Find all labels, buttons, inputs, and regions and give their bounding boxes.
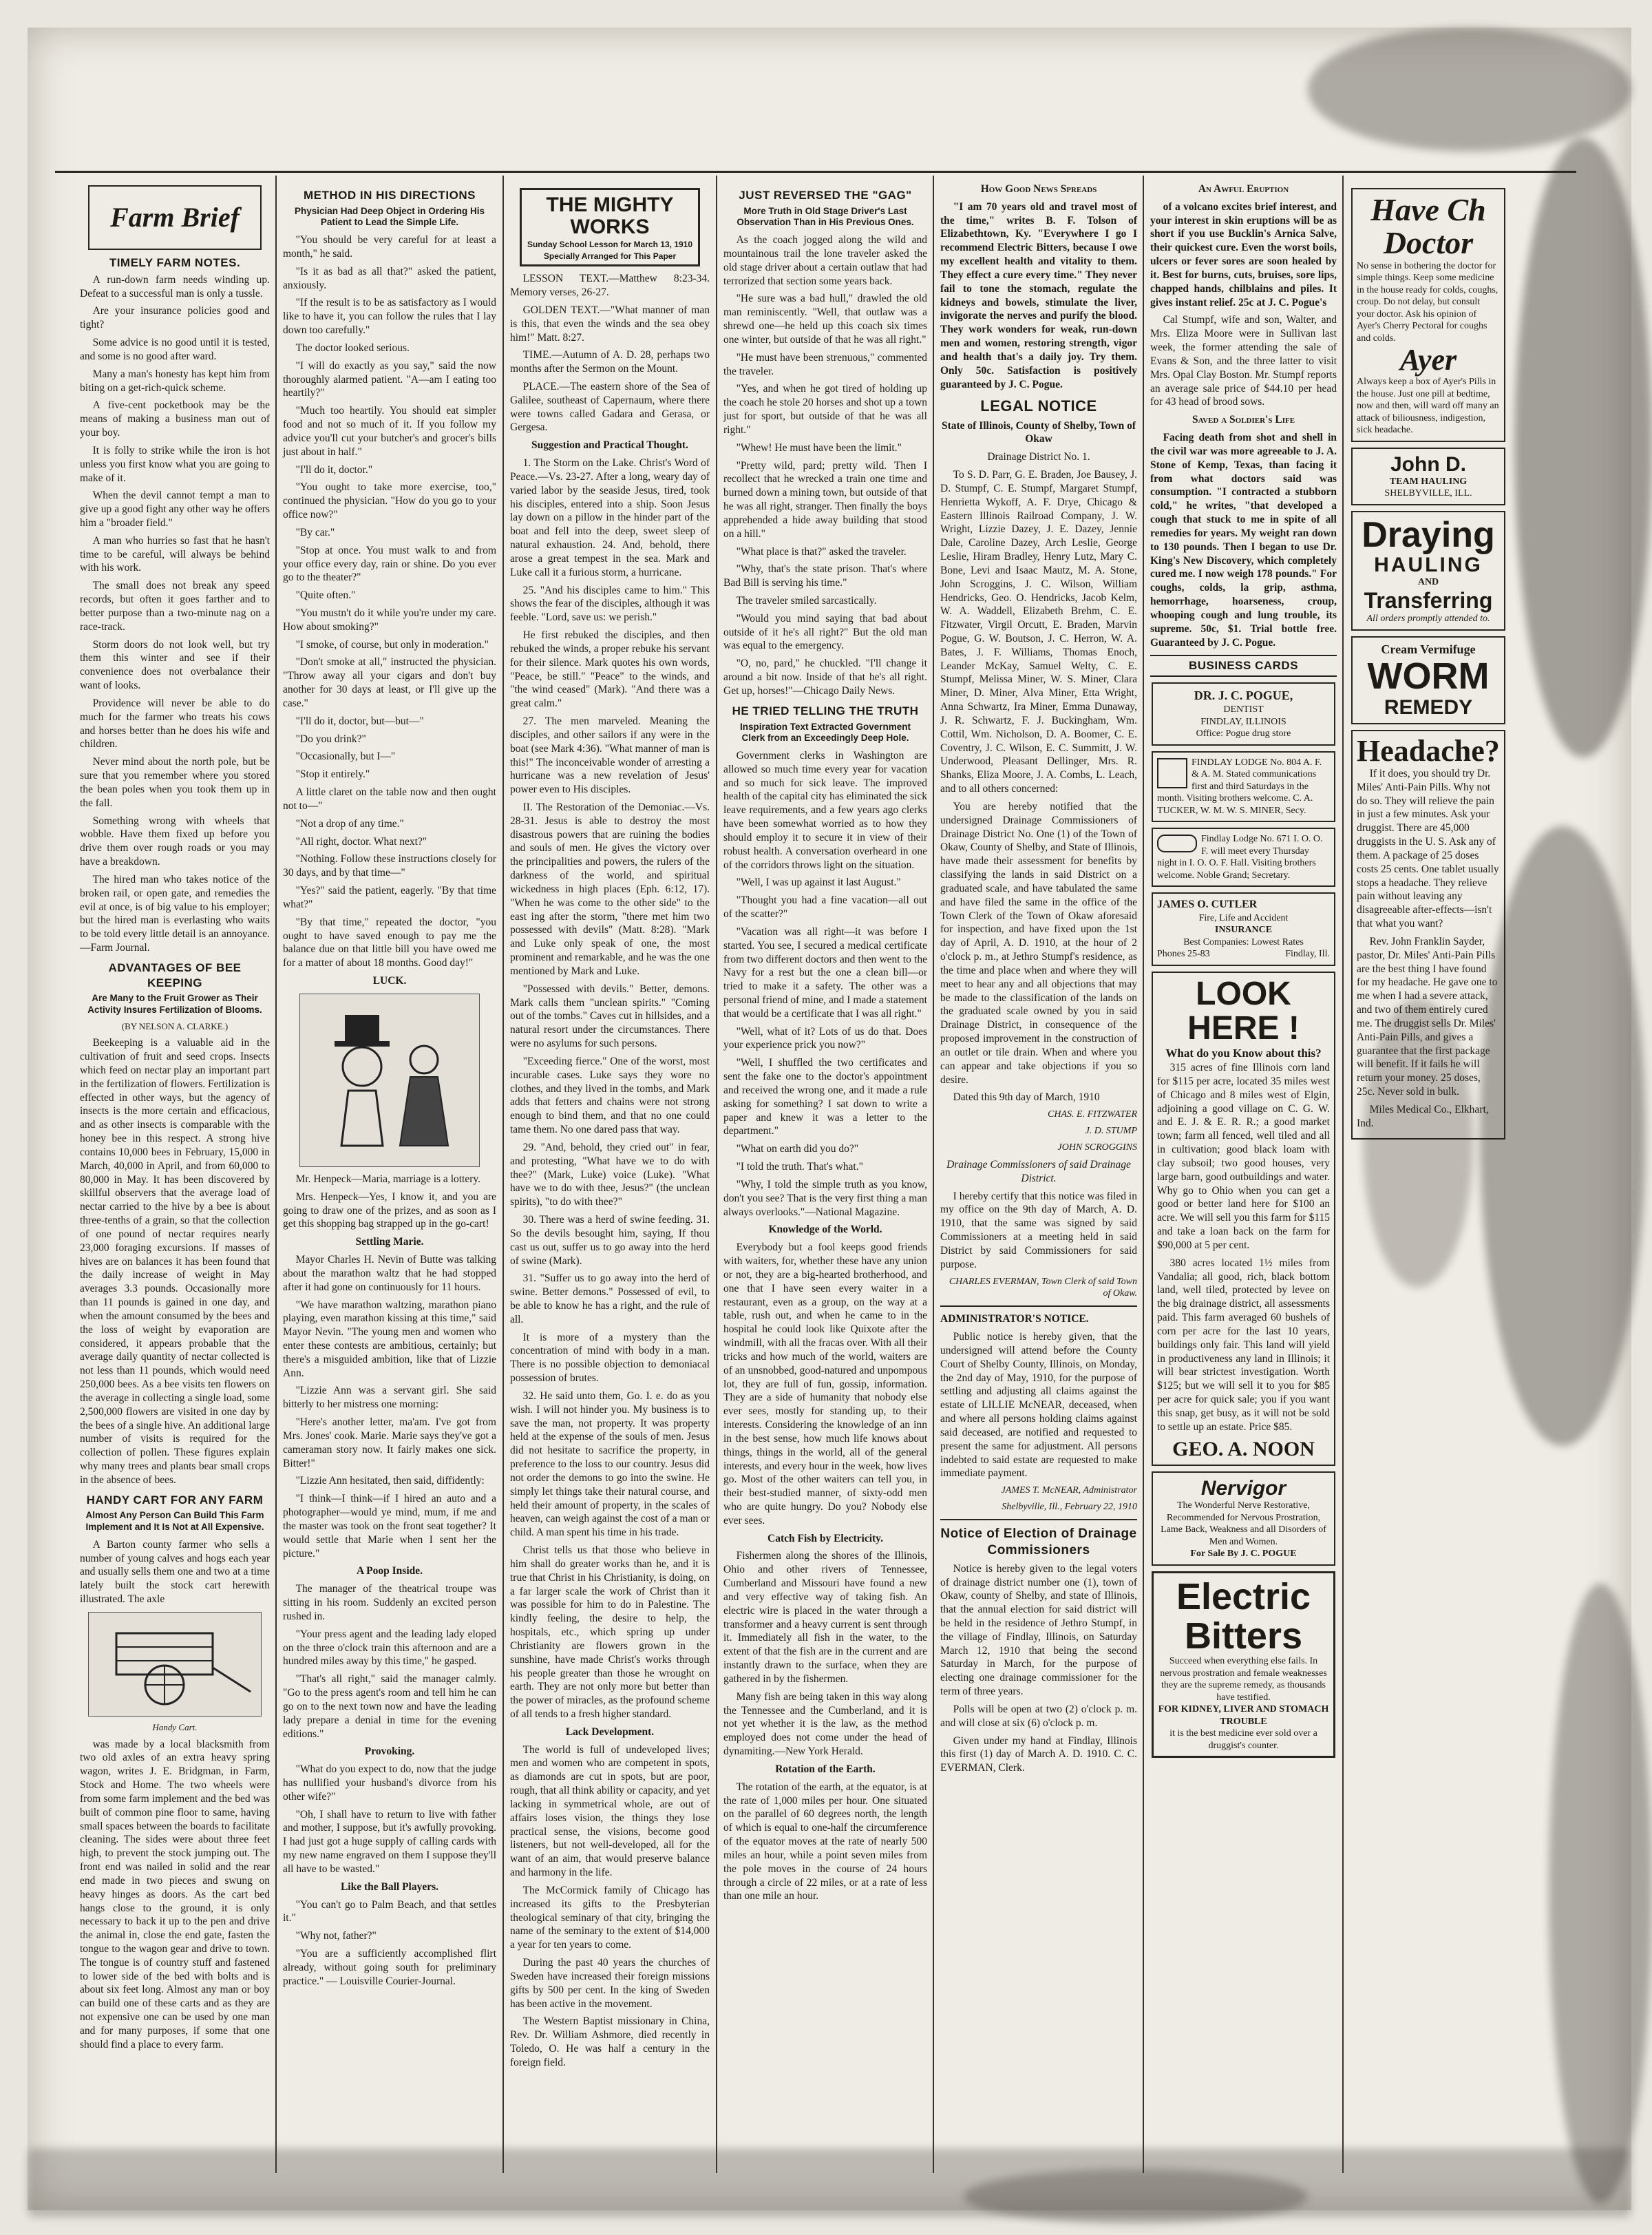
paragraph: A five-cent pocketbook may be the means of making a business man out of your boy. xyxy=(80,399,270,439)
soldier-heading: Saved a Soldier's Life xyxy=(1192,414,1295,426)
paragraph: The small does not break any speed records, but often it goes farther and to better purpose than a two-minute nag on a race-track. xyxy=(80,580,270,633)
paragraph: "Possessed with devils." Better, demons. Mark calls them "unclean spirits." "Coming out of the tombs." Caves cut in hillsides, and a natural resort under the circumstances. There were no asylums for such persons. xyxy=(510,983,710,1050)
column-gag xyxy=(719,182,931,2170)
column-rule xyxy=(1143,176,1144,2173)
electric-bitters-ad xyxy=(1152,1571,1335,1758)
paragraph: Are your insurance policies good and tight? xyxy=(80,305,270,331)
rotation-heading: Rotation of the Earth. xyxy=(775,1763,876,1775)
and-word: AND xyxy=(1417,577,1439,588)
soldier-body: Facing death from shot and shell in the civil war was more agreeable to J. A. Stone of Kemp, Texas, than facing it from what doctors said was consumption. "I contracted a stubborn cold," he writes, "that developed a cough that stuck to me in spite of all remedies for years. My weight ran down to 130 pounds. Then I began to use Dr. King's New Discovery, which completely cured me. I now weigh 178 pounds." For coughs, colds, la grip, asthma, hemorrhage, hoarseness, croup, whooping cough and lung trouble, its supreme. 50c, $1. Trial bottle free. Guaranteed by J. C. Pogue. xyxy=(1150,432,1337,649)
doctor-text: No sense in bothering the doctor for simple things. Keep some medicine in the house ready for colds, coughs, croup. Do not delay, but consult your doctor. Ask his opinion of Ayer's Cherry Pectoral for coughs and colds. xyxy=(1357,260,1499,344)
settling-heading: Settling Marie. xyxy=(355,1236,424,1248)
column-ads xyxy=(1146,182,1341,2170)
paragraph: "You can't go to Palm Beach, and that settles it." xyxy=(283,1898,496,1924)
orders-text: All orders promptly attended to. xyxy=(1366,613,1490,625)
paragraph: The manager of the theatrical troupe was sitting in his room. Suddenly an excited person rushed in. xyxy=(283,1583,496,1622)
paragraph: "Quite often." xyxy=(295,589,356,602)
column-sunday-school xyxy=(506,182,714,2170)
dentist-office: Office: Pogue drug store xyxy=(1196,728,1291,739)
cartoon-couple-icon xyxy=(307,1001,472,1160)
paragraph: "He must have been strenuous," commented the traveler. xyxy=(723,351,927,377)
look-here-title: LOOK HERE ! xyxy=(1187,975,1300,1047)
paragraph: 1. The Storm on the Lake. Christ's Word of Peace.—Vs. 23-27. After a long, weary day of varied labor by the seaside Jesus, tired, took his disciples, entered into a ship. Soon Jesus lay down on a pillow in the hinder part of the boat and fell into the deep, sweet sleep of natural exhaustion. 24. And, behold, there arose a great tempest in the sea. Mark and Luke call it a furious storm, a hurricane. xyxy=(510,457,710,578)
paragraph: Mrs. Henpeck—Yes, I know it, and you are going to draw one of the prizes, and as soon as I get this shopping bag strapped up in the go-cart! xyxy=(283,1190,496,1230)
paragraph: Government clerks in Washington are allowed so much time every year for vacation and so much for sick leave. The improved health of the capital city has eliminated the sick leave requirements, and a few years ago clerks have been somewhat worried as to how they should employ it to secure it in view of their robust health. A conversation overheard in one of the corridors throws light on the situation. xyxy=(723,749,927,871)
paragraph: "What do you expect to do, now that the judge has nullified your husband's divorce from his other wife?" xyxy=(283,1763,496,1803)
compass-square-icon xyxy=(1157,758,1187,788)
luck-title: LUCK. xyxy=(372,975,407,987)
paragraph: You are hereby notified that the undersigned Drainage Commissioners of Drainage District No. One (1) of the Town of Okaw, County of Shelby, and State of Illinois, have made their assessment for benefits by classifying the lands in said District on a graduated scale, and have tabulated the same and have filed the same in the office of the Town Clerk of the Town of Okaw aforesaid for inspection, and have fixed upon the 1st day of April, A. D. 1910, at the hour of 2 o'clock p. m., at Jethro Stumpf's residence, as the time and place when and where they will meet to hear any and all objections that may be made to the classification of the lands on the graduated scale owned by you in said Drainage District, in consequence of the proposed improvement in the construction of an outlet or tile drain. When and where you can appear and take objections if you so desire. xyxy=(940,800,1137,1086)
paragraph: "Do you drink?" xyxy=(295,733,366,745)
look-here-ad xyxy=(1152,972,1335,1467)
paragraph: II. The Restoration of the Demoniac.—Vs. 28-31. Jesus is able to destroy the most disastrous powers that are ruining the bodies and souls of men. He gives the victory over the principalities and powers, the rulers of the darkness of the world, and spiritual wickedness in high places (Eph. 6:12, 17). "When he was come to the other side" to the east ing after the storm, "there met him two possessed with devils" (Matt. 8:28). "Mark and Luke only speak of one, the most prominent and remarkable, and he was the one mentioned by Mark and Luke. xyxy=(510,801,710,977)
legal-notice-body xyxy=(940,468,1137,1104)
catch-fish-body xyxy=(723,1549,927,1758)
paragraph: "Is it as bad as all that?" asked the patient, anxiously. xyxy=(283,265,496,291)
truth-heading: HE TRIED TELLING THE TRUTH xyxy=(732,704,919,717)
hauling-title: HAULING xyxy=(1374,554,1483,577)
headache-title: Headache? xyxy=(1357,733,1500,768)
paragraph: Notice is hereby given to the legal voters of drainage district number one (1), town of Okaw, county of Shelby, and state of Illinois, that the annual election for said district will be held in the residence of Jethro Stumpf, in the village of Findlay, Illinois, on Saturday March 12, 1910 that being the second Saturday in March, for the purpose of electing one drainage commissioner for the term of three years. xyxy=(940,1562,1137,1698)
insurance-contact xyxy=(1157,948,1330,961)
catch-fish-heading: Catch Fish by Electricity. xyxy=(767,1532,883,1544)
administrator-heading: ADMINISTRATOR'S NOTICE. xyxy=(940,1313,1089,1325)
three-links-icon xyxy=(1157,835,1197,852)
top-rule xyxy=(55,171,1576,173)
paragraph: "All right, doctor. What next?" xyxy=(295,835,427,848)
paragraph: 27. The men marveled. Meaning the disciples, and other sailors if any were in the boat (see Mark 4:36). "What manner of man is this!" The inconceivable wonder of arresting a hurricane was a new revelation of Jesus' power even to His disciples. xyxy=(510,715,710,796)
paragraph: "Occasionally, but I—" xyxy=(295,751,396,763)
paragraph: "Much too heartily. You should eat simpler food and not so much of it. If you follow my advice you'll cut your butcher's and grocer's bills just about in half." xyxy=(283,405,496,458)
paragraph: "Vacation was all right—it was before I started. You see, I secured a medical certificate from two different doctors and then went to the Navy for a rest but the one a clean bill—or tried to make it a safety. The other was a personal friend of mine, and I made a statement that would be a certificate that I was all right." xyxy=(723,925,927,1020)
paragraph: Never mind about the north pole, but be sure that you remember where you stored the bean poles when you took them up in the fall. xyxy=(80,756,270,809)
insurance-name: JAMES O. CUTLER xyxy=(1157,899,1258,911)
paragraph: "I smoke, of course, but only in moderation." xyxy=(295,638,489,651)
paragraph: 32. He said unto them, Go. I. e. do as you wish. I will not hinder you. My business is to save the man, not property. It was property held at the expense of the souls of men. Jesus did not hesitate to sacrifice the property, in preference to the loss to our country. Jesus did not order the demons to go into the swine. He simply let things take their natural course, and held their amount of property, in the scales of heaven, can weigh against the cost of a man or child. A man spent his time in his trade. xyxy=(510,1389,710,1539)
paragraph: Mr. Henpeck—Maria, marriage is a lottery. xyxy=(295,1173,481,1185)
farm-notes-body xyxy=(80,273,270,955)
administrator-body: Public notice is hereby given, that the undersigned will attend before the County Court of Shelby County, Illinois, on Monday, the 2nd day of May, 1910, for the purpose of settling and adjusting all claims against the estate of LILLIE McNEAR, deceased, when and where all persons holding claims against said deceased, are notified and requested to present the same for adjustment. All persons indebted to said estate are requested to make immediate payment. xyxy=(940,1331,1137,1480)
paragraph: "He sure was a bad hull," drawled the old man reminiscently. "Well, that outlaw was a shrewd one—he held up this coach six times one winter, but outside of that he was all right." xyxy=(723,293,927,346)
paragraph: "You mustn't do it while you're under my care. How about smoking?" xyxy=(283,607,496,633)
sweden-note: During the past 40 years the churches of Sweden have increased their foreign missions gifts by 500 per cent. In the king of Sweden has been active in the movement. xyxy=(510,1957,710,2010)
insurance-phone: Phones 25-83 xyxy=(1157,949,1210,960)
legal-signatures xyxy=(940,1109,1137,1154)
noon-signature: GEO. A. NOON xyxy=(1172,1438,1315,1461)
paragraph: Mayor Charles H. Nevin of Butte was talking about the marathon waltz that he had stopped after it had gone on continuously for 11 hours. xyxy=(283,1254,496,1293)
cart-drawing-icon xyxy=(96,1619,254,1709)
doctor-title: Doctor xyxy=(1383,225,1474,261)
bee-keeping-heading: ADVANTAGES OF BEE KEEPING xyxy=(108,961,242,989)
paragraph: "By that time," repeated the doctor, "you ought to have saved enough to pay me the balance due on that little bill you have owed me for a matter of about 18 months. Good day!" xyxy=(283,916,496,969)
stumpf-note: Cal Stumpf, wife and son, Walter, and Mrs. Eliza Moore were in Sullivan last week, the former attending the sale of Evans & Son, and the three latter to visit Mrs. Opal Clay Boston. Mr. Stumpf reports an average sale price of $44.10 per head for 43 head of brood sows. xyxy=(1150,314,1337,408)
paragraph: "Lizzie Ann was a servant girl. She said bitterly to her mistress one morning: xyxy=(283,1385,496,1411)
column-rule xyxy=(275,176,277,2173)
paragraph: "We have marathon waltzing, marathon piano playing, even marathon kissing at this time," said Mayor Nevin. "The young men and women who enter these contests are ambitious, certainly; but there's a misguided ambition, like that of Lizzie Ann. xyxy=(283,1299,496,1379)
bitters-title-1: Electric xyxy=(1176,1575,1311,1617)
paragraph: Fishermen along the shores of the Illinois, Ohio and other rivers of Tennessee, Cumberland and Missouri have found a new and very effective way of taking fish. An electric wire is placed in the water through a transformer and a heavy current is sent through it. Immediately all fish in the water, to the extent of that the fish are in the current and are instantly drawn to the surface, when they are gathered in by the fishermen. xyxy=(723,1550,927,1685)
bee-keeping-body xyxy=(80,1036,270,1487)
insurance-line1: Fire, Life and Accident xyxy=(1198,912,1289,923)
paragraph: Providence will never be able to do much for the farmer who treats his cows and horses better than he does his wife and children. xyxy=(80,697,270,751)
paragraph: A Barton county farmer who sells a number of young calves and hogs each year and usually sells them one and two at a time lately built the stock cart herewith illustrated. The axle xyxy=(80,1538,270,1606)
method-body xyxy=(283,233,496,970)
paragraph: Something wrong with wheels that wobble. Have them fixed up before you drive them over rough roads or you may have a breakdown. xyxy=(80,815,270,868)
ayer-text: Always keep a box of Ayer's Pills in the house. Just one pill at bedtime, now and then, will ward off many an attack of biliousness, indigestion, sick headache. xyxy=(1357,377,1499,436)
paragraph: 31. "Suffer us to go away into the herd of swine. Better demons." Possessed of evil, to be able to know he has a right, and the rule of all. xyxy=(510,1272,710,1325)
legal-clerk: CHARLES EVERMAN, Town Clerk of said Town of Okaw. xyxy=(949,1276,1137,1299)
paragraph: "Stop it entirely." xyxy=(295,768,370,781)
paragraph: He first rebuked the disciples, and then rebuked the winds, a proper rebuke his servant for their silence. Mark quotes his own words, "Peace, be still." "Peace" to the winds, and "the wind ceased" (Mark). "And there was a great calm." xyxy=(510,629,710,710)
legal-district: Drainage District No. 1. xyxy=(987,451,1090,463)
worm-title: WORM xyxy=(1367,655,1490,697)
lesson-line: TIME.—Autumn of A. D. 28, perhaps two months after the Sermon on the Mount. xyxy=(510,349,710,375)
luck-body xyxy=(283,1173,496,1231)
paragraph: A man who hurries so fast that he hasn't time to be careful, will always be behind with his work. xyxy=(80,534,270,574)
paragraph: Some advice is no good until it is tested, and some is no good after ward. xyxy=(80,337,270,362)
bitters-text: Succeed when everything else fails. In nervous prostration and female weaknesses they are the supreme remedy, as thousands have testified. xyxy=(1160,1656,1327,1703)
john-d-ad xyxy=(1351,448,1505,505)
look-here-body xyxy=(1157,1061,1330,1434)
farm-notes-heading: TIMELY FARM NOTES. xyxy=(109,256,241,269)
paragraph: Dated this 9th day of March, 1910 xyxy=(953,1091,1100,1104)
provoking-heading: Provoking. xyxy=(364,1745,415,1758)
paragraph: "Your press agent and the leading lady eloped on the three o'clock train this afternoon and are a hundred miles away by this time," he gasped. xyxy=(283,1628,496,1668)
gag-subhead: More Truth in Old Stage Driver's Last Observation Than in His Previous Ones. xyxy=(737,205,914,227)
handy-cart-illustration xyxy=(88,1612,262,1717)
paragraph: Many fish are being taken in this way along the Tennessee and the Cumberland, and it is not yet whether it is the law, as the method employed does not come under the head of dynamiting.—New York Herald. xyxy=(723,1690,927,1758)
john-place: SHELBYVILLE, ILL. xyxy=(1384,488,1472,499)
paragraph: "I told the truth. That's what." xyxy=(736,1161,863,1173)
paragraph: It is folly to strike while the iron is hot unless you first know what you are going to make of it. xyxy=(80,444,270,484)
legal-certification: I hereby certify that this notice was filed in my office on the 9th day of March, A. D. 1910, that the same was signed by said Commissioners at a meeting held in said District by said Commissioners for said purpose. xyxy=(940,1190,1137,1270)
legal-jurisdiction: State of Illinois, County of Shelby, Town of Okaw xyxy=(941,419,1136,445)
eruption-heading: An Awful Eruption xyxy=(1198,183,1289,195)
look-here-subtitle: What do you Know about this? xyxy=(1165,1047,1322,1060)
gag-body xyxy=(723,233,927,698)
paragraph: "Oh, I shall have to return to live with father and mother, I suppose, but it's awfully provoking. I had just got a huge supply of calling cards with my new name engraved on them I suppose they'll all have to be wasted." xyxy=(283,1808,496,1875)
paragraph: "By car." xyxy=(295,526,335,538)
paragraph: "O, no, pard," he chuckled. "I'll change it around a bit now. Inside of that he's all right. Get up, horses!"—Chicago Daily News. xyxy=(723,658,927,697)
commissioner-name: CHAS. E. FITZWATER xyxy=(1048,1109,1137,1120)
handy-cart-body xyxy=(80,1538,270,1606)
worm-remedy-ad xyxy=(1351,636,1505,724)
insurance-card xyxy=(1152,892,1335,965)
paragraph: was made by a local blacksmith from two old axles of an extra heavy spring wagon, writes J. E. Bridgman, in Farm, Stock and Home. The two wheels were from some farm implement and the bed was built of common pine floor to same, having small spaces between the boards to facilitate cleaning. The sides were about three feet high, to prevent the stock jumping out. The front end was nailed in solid and the rear end made in two pieces and swung on heavy hinges as doors. As the cart bed hangs close to the ground, it is only necessary to back it up to the pen and drive the animal in, close the end gate, fasten the tongue to the wagon gear and drive to town. The tongue is of country stuff and fastened to lower side of the bed with bolts and is about six feet long. Almost any man or boy can build one of these carts and as they are not expensive one can be used by one man and for many purposes, if some that one should find a place to every farm. xyxy=(80,1738,270,2050)
paragraph: Given under my hand at Findlay, Illinois this first (1) day of March A. D. 1910. C. C. EVERMAN, Clerk. xyxy=(940,1734,1137,1774)
dentist-place: FINDLAY, ILLINOIS xyxy=(1200,716,1286,727)
settling-body xyxy=(283,1253,496,1560)
paragraph: A run-down farm needs winding up. Defeat to a successful man is only a tussle. xyxy=(80,273,270,300)
method-heading: METHOD IN HIS DIRECTIONS xyxy=(303,189,476,202)
mccormick-note: The McCormick family of Chicago has increased its gifts to the Presbyterian theological seminary of that city, bringing the name of the seminary to the extent of $14,000 a year for ten years to come. xyxy=(510,1884,710,1951)
bitters-kidney: FOR KIDNEY, LIVER AND STOMACH TROUBLE xyxy=(1158,1704,1329,1727)
mighty-works-box xyxy=(520,188,700,266)
paragraph: "I will do exactly as you say," said the now thoroughly alarmed patient. "A—am I eating too heartily?" xyxy=(283,359,496,399)
lack-body xyxy=(510,1743,710,1880)
paragraph: "You are a sufficiently accomplished flirt already, without going south for preliminary practice." — Louisville Courier-Journal. xyxy=(283,1948,496,1987)
ball-heading: Like the Ball Players. xyxy=(340,1880,439,1893)
gag-heading: JUST REVERSED THE "GAG" xyxy=(739,189,912,202)
paragraph: Polls will be open at two (2) o'clock p. m. and will close at six (6) o'clock p. m. xyxy=(940,1703,1137,1729)
column-rule xyxy=(933,176,934,2173)
paragraph: The hired man who takes notice of the broken rail, or open gate, and remedies the evil at once, is of big value to his employer; but the hired man is everlasting who waits to be told every little detail is an annoyance.—Farm Journal. xyxy=(80,873,270,954)
lesson-line: GOLDEN TEXT.—"What manner of man is this, that even the winds and the sea obey him!" Matt. 8:27. xyxy=(510,304,710,344)
paragraph: "I think—I think—if I hired an auto and a photographer—would ye mind, mum, if me and the master was took on the front seat together? It would settle that Marie when I sent her the picture." xyxy=(283,1493,496,1560)
column-patent-ads xyxy=(1346,182,1511,2170)
nervigor-ad xyxy=(1152,1471,1335,1566)
paragraph: "Well, what of it? Lots of us do that. Does your experience prick you now?" xyxy=(723,1025,927,1051)
insurance-place: Findlay, Ill. xyxy=(1285,949,1330,960)
column-farm xyxy=(76,182,274,2170)
paragraph: Everybody but a fool keeps good friends with waiters, for, whether these have any union or not, they are a big-hearted brotherhood, and one that I have seen every waiter in a restaurant, even as a group, on the way at a table, rush out, and when he came to in the hospital he could look like Quixote after the windmill, with all the fracas over. With all their tricks and how much of the world, waiters are of an unsnobbed, good-natured and unpompous lot, they are full of fun, gossip, information. They are a side of humanity that nobody else ever sees, mostly for standing up, to their interests. Considering the knowledge of an inn in the best sense, how much life knows about things, things in the world, all of the general interests, and every hour in the week, how lives go. Most of the other waiters can tell you, in their best-studied manner, of sixty-odd men who are quite hungry. Do you? Nobody else ever sees. xyxy=(723,1241,927,1526)
paragraph: "Why not, father?" xyxy=(295,1930,377,1942)
insurance-line3: Best Companies: Lowest Rates xyxy=(1183,936,1304,947)
have-title: Have Ch xyxy=(1370,192,1486,227)
column-legal xyxy=(936,182,1141,2170)
bitters-foot: it is the best medicine ever sold over a druggist's counter. xyxy=(1169,1728,1317,1751)
paragraph: "Pretty wild, pard; pretty wild. Then I recollect that he wrecked a train one time and burned down a mining town, but outside of that he was all right, stranger. Then finally the boys apprehended a hide away building that stood on a hill." xyxy=(723,459,927,540)
paragraph: "What on earth did you do?" xyxy=(736,1143,859,1155)
paragraph: "Why, I told the simple truth as you know, don't you see? That is the very first thing a man always overlooks."—National Magazine. xyxy=(723,1178,927,1218)
commissioner-name: JOHN SCROGGINS xyxy=(1057,1142,1137,1153)
column-stories xyxy=(279,182,500,2170)
paragraph: When the devil cannot tempt a man to give up a good fight any other way he offers him a "broader field." xyxy=(80,490,270,529)
paragraph: 25. "And his disciples came to him." This shows the fear of the disciples, although it was feeble. "Lord, save us: we perish." xyxy=(510,584,710,624)
provoking-body xyxy=(283,1763,496,1876)
paragraph: The doctor looked serious. xyxy=(295,342,410,354)
dentist-title: DENTIST xyxy=(1223,704,1264,715)
insurance-line2: INSURANCE xyxy=(1214,925,1273,936)
knowledge-heading: Knowledge of the World. xyxy=(768,1224,882,1236)
masonic-lodge-card xyxy=(1152,751,1335,823)
election-heading: Notice of Election of Drainage Commissioners xyxy=(940,1526,1137,1558)
paragraph: "Well, I shuffled the two certificates and sent the fake one to the doctor's appointment and received the wrong one, and it made a rule asking for something? I sat down to write a paper and knew it was a letter to the department." xyxy=(723,1057,927,1137)
bee-byline: (BY NELSON A. CLARKE.) xyxy=(121,1020,229,1031)
dentist-card xyxy=(1152,682,1335,746)
administrator-signature: JAMES T. McNEAR, Administrator xyxy=(1001,1485,1137,1496)
paragraph: "Would you mind saying that bad about outside of it he's all right?" But the old man was equal to the emergency. xyxy=(723,612,927,652)
paragraph: Miles Medical Co., Elkhart, Ind. xyxy=(1357,1103,1489,1129)
paragraph: 30. There was a herd of swine feeding. 31. So the devils besought him, saying, If thou cast us out, suffer us to go away into the herd of swine (Mark). xyxy=(510,1214,710,1267)
paragraph: "You ought to take more exercise, too," continued the physician. "How do you go to your office now?" xyxy=(283,481,496,521)
lesson-line: LESSON TEXT.—Matthew 8:23-34. Memory verses, 26-27. xyxy=(510,273,710,299)
column-rule xyxy=(502,176,504,2173)
paragraph: "Exceeding fierce." One of the worst, most incurable cases. Luke says they wore no clothes, and they lived in the tombs, and Mark adds that fetters and chains were not strong enough to bind them, and that no one could tame them. No one dared pass that way. xyxy=(510,1055,710,1136)
column-rule xyxy=(1342,176,1344,2173)
transferring-title: Transferring xyxy=(1364,587,1493,613)
administrator-date: Shelbyville, Ill., February 22, 1910 xyxy=(1002,1502,1137,1513)
poop-body xyxy=(283,1582,496,1741)
odd-fellows-text: Findlay Lodge No. 671 I. O. O. F. will meet every Thursday night in I. O. O. F. Hall. Visiting brothers welcome. Noble Grand; Secretary. xyxy=(1157,834,1323,881)
paragraph: "Don't smoke at all," instructed the physician. "Throw away all your cigars and don't buy another for 30 days at least, or I'll give up the case." xyxy=(283,656,496,709)
masonic-lodge-text: FINDLAY LODGE No. 804 A. F. & A. M. Stated communications first and third Saturdays in the month. Visiting brothers welcome. C. A. TUCKER, W. M. W. S. MINER, Secy. xyxy=(1157,757,1322,816)
good-news-heading: How Good News Spreads xyxy=(980,183,1097,195)
john-title: John D. xyxy=(1390,452,1466,476)
paragraph: "Yes, and when he got tired of holding up the coach he stole 20 horses and shot up a town just for sport, but outside of that he was all right." xyxy=(723,383,927,436)
mighty-works-sub2: Specially Arranged for This Paper xyxy=(543,251,677,261)
headache-body xyxy=(1357,767,1500,1131)
paragraph: 315 acres of fine Illinois corn land for $115 per acre, located 35 miles west of Chicago and 8 miles west of Elgin, adjoining a good village on C. G. W. and E. J. & E. R. R.; a good market town; farm all fenced, well tiled and all in cultivation; good black loam with clay subsoil; two good houses, very large barn, good outbuildings and water. Why go to Ohio when you can get a good or better land here for $100 an acre. We will sell you this farm for $115 and take a loan back on the farm for $90,000 at 5 per cent. xyxy=(1157,1062,1330,1251)
paragraph: "Whew! He must have been the limit." xyxy=(736,441,902,454)
draying-title: Draying xyxy=(1362,514,1495,555)
lesson-line: PLACE.—The eastern shore of the Sea of Galilee, southeast of Capernaum, where there were towns called Gadara and Gerasa, or Gergesa. xyxy=(510,380,710,434)
paragraph: "Thought you had a fine vacation—all out of the scatter?" xyxy=(723,894,927,921)
paragraph: "Well, I was up against it last August." xyxy=(736,877,901,889)
paragraph: As the coach jogged along the wild and mountainous trail the lone traveler asked the old stage driver about a certain outlaw that had terrorized that section some years back. xyxy=(723,234,927,287)
ayer-doctor-ad xyxy=(1351,188,1505,442)
lesson-body xyxy=(510,457,710,1721)
paragraph: "I'll do it, doctor, but—but—" xyxy=(295,715,424,727)
lack-heading: Lack Development. xyxy=(565,1725,655,1738)
paragraph: "If the result is to be as satisfactory as I would like to have it, you can follow the rules that I lay down too carefully." xyxy=(283,297,496,337)
china-note: The Western Baptist missionary in China, Rev. Dr. William Ashmore, died recently in Toledo, O. He was half a century in the foreign field. xyxy=(510,2015,710,2068)
mighty-works-sub: Sunday School Lesson for March 13, 1910 xyxy=(527,240,693,249)
paragraph: It is more of a mystery than the concentration of mind with body in a man. There is no possible objection to demoniacal possession of brutes. xyxy=(510,1331,710,1385)
paragraph: "Nothing. Follow these instructions closely for 30 days, and by that time—" xyxy=(283,853,496,879)
paragraph: "Why, that's the state prison. That's where Bad Bill is serving his time." xyxy=(723,563,927,589)
paragraph: To S. D. Parr, G. E. Braden, Joe Bausey, J. D. Stumpf, C. E. Stumpf, Margaret Stumpf, Henrietta Wykoff, A. F. Drye, Chicago & Eastern Illinois Railroad Company, J. W. Wright, Lizzie Dazey, J. E. Dazey, Jennie Dale, Caroline Dazey, Arch Leslie, George Leslie, Hiram Bradley, Henry Lutz, Mary C. Bone, Levi and Isaac Mautz, M. A. Stone, John Scroggins, J. C. Wilson, William Hendricks, Geo. O. Hendricks, Jacob Kelm, W. A. Waddell, Elizabeth Brehm, C. E. Fitzwater, Virgil Orcutt, E. Braden, Marvin Pogue, G. W. Boutson, J. C. Herron, W. A. Bates, J. F. Williams, Thomas Enoch, Leander McKay, Samuel Welty, C. E. Stumpf, Melissa Miner, W. S. Miner, Clara Miner, D. Miner, Alva Miner, Etta Wright, Anna Schwartz, Ira Miner, Emma Dunaway, J. R. Schwartz, F. J. Buckingham, Wm. Cottil, Wm. Nicholson, D. A. Boomer, C. E. Coventry, J. C. Wilson, E. C. Summitt, J. W. Underwood, Pleasant Dellinger, Mrs. R. Shanks, Eliza Moore, J. A. Combs, L. Leach, and to all others concerned: xyxy=(940,469,1137,795)
truth-body xyxy=(723,749,927,1219)
business-cards-heading: BUSINESS CARDS xyxy=(1150,655,1337,677)
cart-caption: Handy Cart. xyxy=(152,1721,198,1732)
eruption-body: of a volcano excites brief interest, and your interest in skin eruptions will be as short if you use Bucklin's Arnica Salve, their quickest cure. Even the worst boils, ulcers or fever sores are soon healed by it. Best for burns, cuts, bruises, sore lips, chapped hands, chilblains and piles. It gives instant relief. 25c at J. C. Pogue's xyxy=(1150,200,1337,308)
bee-keeping-subhead: Are Many to the Fruit Grower as Their Activity Insures Fertilization of Blooms. xyxy=(87,993,262,1015)
handy-cart-subhead: Almost Any Person Can Build This Farm Implement and It Is Not at All Expensive. xyxy=(85,1510,264,1532)
logo-text: Farm Brief xyxy=(110,202,240,233)
bitters-title-2: Bitters xyxy=(1184,1615,1303,1657)
paragraph: The world is full of undeveloped lives; men and women who are competent in spots, as diamonds are cut in spots, but are poor, rough, that all think ability or capacity, and yet lacking in symmetrical whole, are out of affairs loses vision, the things they lose practical sense, the visions, become good listeners, but not well-developed, all for the want of an aim, that would preserve balance and harmony in the life. xyxy=(510,1743,710,1879)
nervigor-title: Nervigor xyxy=(1200,1477,1286,1500)
paragraph: "Here's another letter, ma'am. I've got from Mrs. Jones' cook. Marie. Marie says they've got a cameraman story now. It fairly makes one sick. Bitter!" xyxy=(283,1416,496,1469)
paragraph: "I'll do it, doctor." xyxy=(295,463,373,476)
mighty-works-title: THE MIGHTY WORKS xyxy=(546,193,674,238)
cream-vermifuge: Cream Vermifuge xyxy=(1381,642,1476,656)
ayer-title: Ayer xyxy=(1399,343,1457,377)
paragraph: "You should be very careful for at least a month," he said. xyxy=(283,234,496,260)
john-sub: TEAM HAULING xyxy=(1389,476,1468,487)
good-news-body: "I am 70 years old and travel most of the time," writes B. F. Tolson of Elizabethtown, Ky. "Everywhere I go I recommend Electric Bitters, because I owe my excellent health and vitality to them. They effect a cure every time." They never fail to tone the stomach, regulate the kidneys and bowels, stimulate the liver, invigorate the nerves and purify the blood. They work wonders for weak, run-down men and women, restoring strength, vigor and health that's a daily joy. Try them. Only 50c. Satisfaction is positively guaranteed by J. C. Pogue. xyxy=(940,200,1137,390)
paragraph: Storm doors do not look well, but try them this winter and see if their convenience does not overbalance their want of looks. xyxy=(80,638,270,692)
handy-cart-heading: HANDY CART FOR ANY FARM xyxy=(86,1493,264,1507)
legal-notice-heading: LEGAL NOTICE xyxy=(980,397,1097,415)
headache-ad xyxy=(1351,730,1505,1140)
ball-body xyxy=(283,1898,496,1989)
luck-cartoon xyxy=(299,994,480,1167)
paragraph: "Lizzie Ann hesitated, then said, diffidently: xyxy=(295,1475,485,1487)
column-rule xyxy=(716,176,717,2173)
nervigor-sub: For Sale By J. C. POGUE xyxy=(1190,1549,1297,1560)
rotation-body xyxy=(723,1781,927,1903)
suggestion-heading: Suggestion and Practical Thought. xyxy=(531,439,688,452)
dentist-name: DR. J. C. POGUE, xyxy=(1194,689,1293,703)
odd-fellows-card xyxy=(1152,828,1335,887)
paragraph: Rev. John Franklin Sayder, pastor, Dr. Miles' Anti-Pain Pills are the best thing I have found for my headache. He gave one to me when I had a severe attack, and two of them entirely cured me. The druggist sells Dr. Miles' Anti-Pain Pills, and gives a guarantee that the first package will benefit. If it fails he will return your money. 25 doses, 25c. Never sold in bulk. xyxy=(1357,935,1498,1098)
remedy-title: REMEDY xyxy=(1384,695,1473,719)
election-body xyxy=(940,1562,1137,1775)
paragraph: "That's all right," said the manager calmly. "Go to the press agent's room and tell him he can go on to the next town now and have the leading lady prepare a denial in time for the evening editions." xyxy=(283,1673,496,1740)
paragraph: "What place is that?" asked the traveler. xyxy=(736,545,907,558)
paragraph: Many a man's honesty has kept him from biting on a get-rich-quick scheme. xyxy=(80,368,270,394)
paragraph: "Yes?" said the patient, eagerly. "By that time what?" xyxy=(283,885,496,910)
nervigor-text: The Wonderful Nerve Restorative, Recommended for Nervous Prostration, Lame Back, Weakness and all Disorders of Men and Women. xyxy=(1161,1500,1326,1547)
method-subhead: Physician Had Deep Object in Ordering His Patient to Lead the Simple Life. xyxy=(294,205,485,227)
handy-cart-body-2 xyxy=(80,1738,270,2052)
farm-briefs-logo xyxy=(88,185,262,250)
paragraph: If it does, you should try Dr. Miles' Anti-Pain Pills. Why not do so. They will relieve the pain in just a few minutes. Ask your druggist. There are 45,000 druggists in the U. S. Ask any of them. A package of 25 doses costs 25 cents. One tablet usually stops a headache. They relieve pain without leaving any disagreeable after-effects—isn't that what you want? xyxy=(1357,767,1499,930)
draying-ad xyxy=(1351,511,1505,631)
truth-subhead: Inspiration Text Extracted Government Clerk from an Exceedingly Deep Hole. xyxy=(739,721,911,743)
paragraph: The rotation of the earth, at the equator, is at the rate of 1,000 miles per hour. One situated on the parallel of 60 degrees north, the length of which is equal to one-half the circumference of the equator moves at the rate of nearly 500 miles an hour, while a point seven miles from the pole moves in the course of 24 hours through a circle of 22 miles, or at a rate of less than one mile an hour. xyxy=(723,1781,927,1902)
paragraph: Christ tells us that those who believe in him shall do greater works than he, and it is true that Christ in his Christianity, is doing, on a far larger scale the work of Christ than it was possible for him to do in Palestine. The kindly feeling, the desire to help, the hospitals, etc., which spring up under Christianity are flowers grown in the sunshine, have made Christ's works through his people greater than those he wrought on earth. They are not only more but better than the power of miracles, as the profound scheme of all tends to a fresh higher standard. xyxy=(510,1544,710,1720)
paragraph: "Stop at once. You must walk to and from your office every day, rain or shine. Do you ever go to the theater?" xyxy=(283,544,496,584)
commissioner-name: J. D. STUMP xyxy=(1085,1126,1137,1137)
paragraph: A little claret on the table now and then ought not to—" xyxy=(283,786,496,812)
paragraph: "Not a drop of any time." xyxy=(295,817,404,830)
poop-heading: A Poop Inside. xyxy=(356,1565,423,1577)
legal-signature-role: Drainage Commissioners of said Drainage District. xyxy=(946,1158,1131,1184)
paragraph: 29. "And, behold, they cried out" in fear, and protesting, "What have we to do with thee?" (Mark, Luke) voice (Luke). "What have we to do with thee, Jesus?" (the unclean spirits), "to do with thee?" xyxy=(510,1141,710,1208)
paragraph: The traveler smiled sarcastically. xyxy=(736,595,877,607)
lesson-header-lines xyxy=(510,272,710,434)
paragraph: 380 acres located 1½ miles from Vandalia; all good, rich, black bottom land, well tiled, protected by levee on the big drainage district, all assessments paid. This farm averaged 60 bushels of corn per acre for the last 10 years, buildings only fair. This land will yield in productiveness any land in Illinois; it will bear strictest investigation. Worth $125; but we will sell it to you for $85 per acre for quick sale; you if you want this snap, get busy, as it will not be sold to settle up an estate. Price $85. xyxy=(1157,1257,1330,1433)
knowledge-body xyxy=(723,1241,927,1527)
paragraph: Beekeeping is a valuable aid in the cultivation of fruit and seed crops. Insects which feed on nectar play an important part in the fertilization of flowers. Fertilization is effected in other ways, but the agency of insects is the more certain and efficacious, and as other insects is comparable with the honey bee in this respect. A strong hive contains 10,000 bees in February, 15,000 in March, 40,000 in April, and from 60,000 to 80,000 in May. It has been discovered by skillful observers that the average load of nectar carried to the hive by a bee is about three-tenths of a grain, so that the collection of one pound of nectar requires nearly 23,000 foraging excursions. If masses of hives are on balances it has been found that the daily increase of weight in May averages 3.3 pounds. Occasionally more than 11 pounds is gained in one day, and when the amount consumed by the bees and the loss of weight by evaporation are considered, it appears probable that the average daily quantity of nectar collected is not less than 11 pounds, which would need 250,000 bees. As a bee visits ten flowers on the average in collecting a single load, some 2,500,000 flowers are visited in one day by the bees of a single hive. An additional large number of visits is required for the collection of pollen. These figures explain why many trees and plants bear small crops in the absence of bees. xyxy=(80,1037,270,1486)
